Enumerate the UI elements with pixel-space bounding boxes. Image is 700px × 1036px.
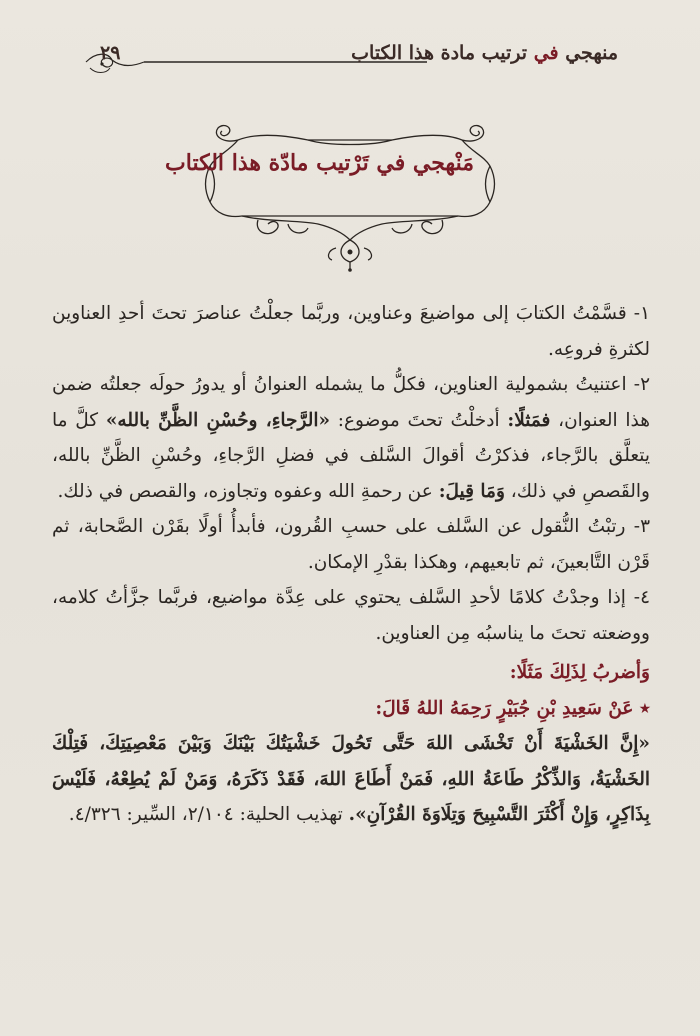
running-header — [82, 38, 618, 78]
source-reference: تهذيب الحلية: ٢/١٠٤، السِّير: ٤/٣٢٦. — [68, 804, 349, 825]
paragraph-4: ٤- إذا وجدْتُ كلامًا لأحدِ السَّلف يحتوي على عِدَّة مواضيع، فربَّما جزَّأتُ كلامه، ووضعته تحتَ ما يناسبُه مِن العناوين. — [52, 587, 650, 644]
page-number: ٢٩ — [100, 42, 121, 64]
heading-ornament-frame — [165, 122, 502, 272]
paragraph-2-part-b: أدخلْتُ تحتَ موضوع: — [330, 409, 508, 431]
athar-quote — [52, 726, 650, 833]
mathalan-label: فمَثلًا: — [507, 409, 551, 431]
paragraph-2-part-d: عن رحمةِ الله وعفوه وتجاوزه، والقصص في ذلك. — [57, 480, 439, 502]
paragraph-2-part-c: كلَّ ما يتعلَّق بالرَّجاء، فذكرْتُ أقوالَ السَّلف في فضلِ الرَّجاءِ، وحُسْنِ الظَّنِّ بالله، والقَصصِ في ذلك، — [52, 409, 650, 502]
example-intro: وَأضربُ لِذَلِكَ مَثَلًا: — [509, 662, 650, 683]
paragraph-3: ٣- رتبْتُ النُّقول عن السَّلف على حسبِ القُرون، فأبدأُ أولًا بقَرْن الصَّحابة، ثم قَرْن التَّابعينَ، ثم تابعيهم، وهكذا بقدْرِ الإمكان. — [52, 516, 650, 573]
star-bullet-icon: ٭ — [639, 697, 650, 719]
body-text — [52, 296, 650, 833]
running-header-title: منهجي في ترتيب مادة هذا الكتاب — [351, 42, 618, 64]
section-heading: مَنْهجي في تَرْتيب مادّة هذا الكتاب — [165, 150, 474, 176]
paragraph-2 — [52, 367, 650, 509]
topic-quote: «الرَّجاءِ، وحُسْنِ الظَّنِّ بالله» — [105, 409, 331, 431]
paragraph-2-part-a: ٢- اعتنيتُ بشمولية العناوين، فكلُّ ما يشمله العنوانُ أو يدورُ حولَه جعلتُه ضمن هذا العنوان، — [52, 374, 650, 431]
narrator-text: عَنْ سَعِيدِ بْنِ جُبَيْرٍ رَحِمَهُ اللهُ قَالَ: — [375, 697, 640, 719]
wama-qila-label: وَمَا قِيلَ: — [438, 480, 505, 502]
narrator-line — [52, 691, 650, 727]
paragraph-1: ١- قسَّمْتُ الكتابَ إلى مواضيعَ وعناوين، وربَّما جعلْتُ عناصرَ تحتَ أحدِ العناوين لكثرةِ فروعِه. — [52, 303, 650, 360]
athar-text: «إِنَّ الخَشْيَةَ أَنْ تَخْشَى اللهَ حَتَّى تَحُولَ خَشْيَتُكَ بَيْنَكَ وَبَيْنَ مَعْصِيَتِكَ، فَتِلْكَ الخَشْيَةُ، وَالذِّكْرُ طَاعَةُ اللهِ، فَمَنْ أَطَاعَ اللهَ، فَقَدْ ذَكَرَهُ، وَمَنْ لَمْ يُطِعْهُ، فَلَيْسَ بِذَاكِرٍ، وَإِنْ أَكْثَرَ التَّسْبِيحَ وَتِلَاوَةَ القُرْآنِ». — [52, 733, 650, 825]
